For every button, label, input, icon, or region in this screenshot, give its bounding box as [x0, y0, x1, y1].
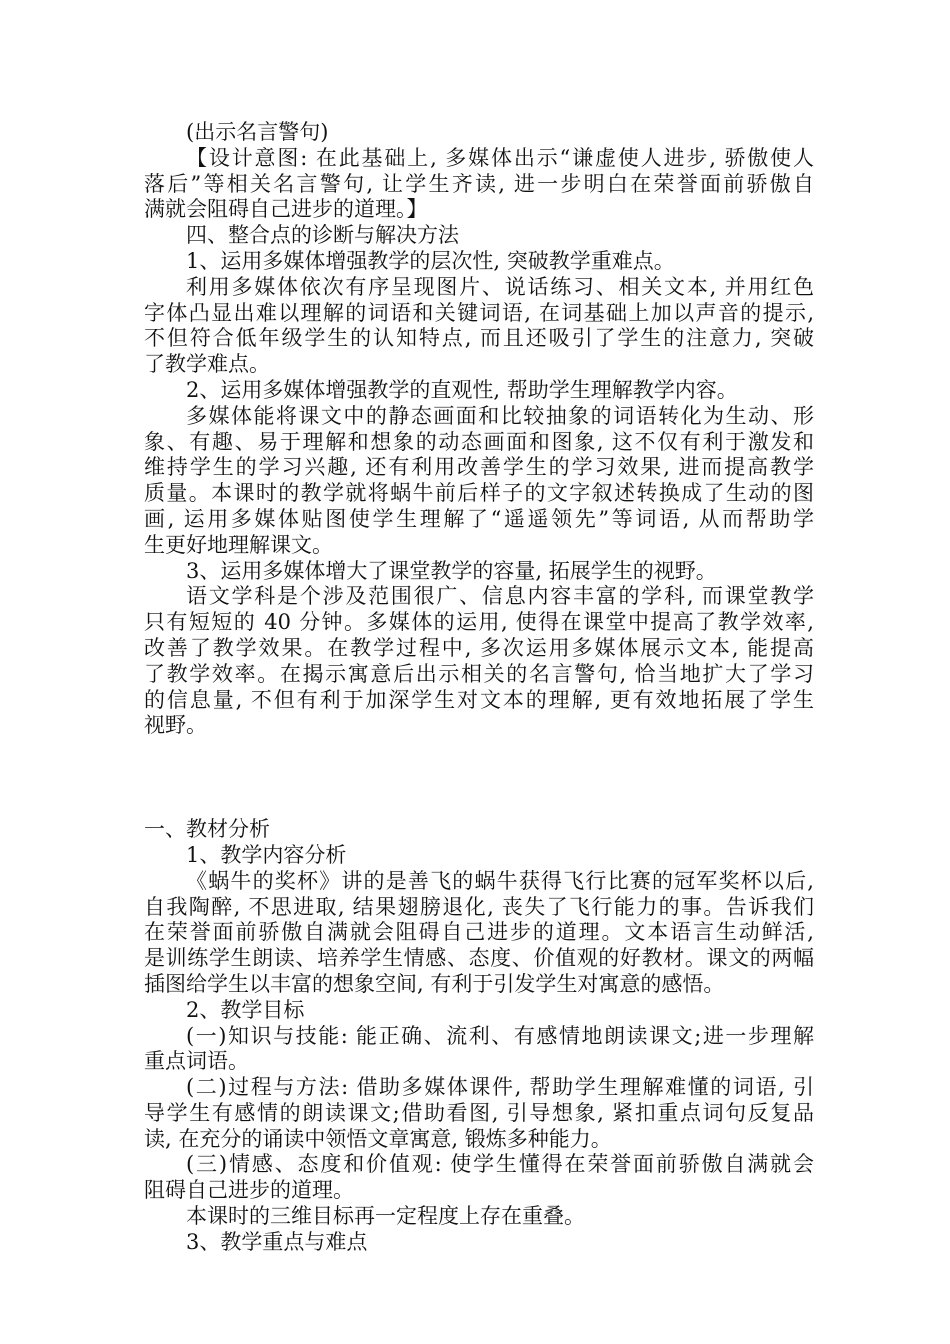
text-line: 本课时的三维目标再一定程度上存在重叠。: [186, 1204, 585, 1229]
text-line: 3、教学重点与难点: [186, 1229, 368, 1254]
text-line: 《蜗牛的奖杯》讲的是善飞的蜗牛获得飞行比赛的冠军奖杯以后,: [186, 868, 814, 893]
text-line: 2、运用多媒体增强教学的直观性, 帮助学生理解教学内容。: [186, 377, 738, 402]
text-line: 在荣誉面前骄傲自满就会阻碍自己进步的道理。文本语言生动鲜活,: [144, 920, 814, 945]
text-line: 阻碍自己进步的道理。: [144, 1178, 354, 1203]
text-line: 利用多媒体依次有序呈现图片、说话练习、相关文本, 并用红色: [186, 274, 814, 299]
text-line: 满就会阻碍自己进步的道理。】: [144, 197, 428, 222]
text-line: 不但符合低年级学生的认知特点, 而且还吸引了学生的注意力, 突破: [144, 326, 814, 351]
document-page: [144, 120, 814, 1256]
text-line: 2、教学目标: [186, 997, 305, 1022]
text-line: 维持学生的学习兴趣, 还有利用改善学生的学习效果, 进而提高教学: [144, 455, 814, 480]
text-line: (二)过程与方法: 借助多媒体课件, 帮助学生理解难懂的词语, 引: [186, 1075, 814, 1100]
section-gap: [144, 739, 814, 817]
text-line: 插图给学生以丰富的想象空间, 有利于引发学生对寓意的感悟。: [144, 971, 725, 996]
text-line: 导学生有感情的朗读课文;借助看图, 引导想象, 紧扣重点词句反复品: [144, 1100, 814, 1125]
text-line: 视野。: [144, 713, 207, 738]
text-line: 四、整合点的诊断与解决方法: [186, 223, 459, 248]
text-line: 生更好地理解课文。: [144, 532, 333, 557]
document-section-textbook-analysis: [144, 817, 814, 1256]
text-line: 了教学难点。: [144, 352, 270, 377]
text-line: 落后”等相关名言警句, 让学生齐读, 进一步明白在荣誉面前骄傲自: [144, 171, 814, 196]
text-line: 读, 在充分的诵读中领悟文章寓意, 锻炼多种能力。: [144, 1126, 612, 1151]
text-line: 3、运用多媒体增大了课堂教学的容量, 拓展学生的视野。: [186, 558, 717, 583]
text-line: 的信息量, 不但有利于加深学生对文本的理解, 更有效地拓展了学生: [144, 687, 814, 712]
text-line: (一)知识与技能: 能正确、流利、有感情地朗读课文;进一步理解: [186, 1023, 814, 1048]
text-line: 只有短短的 40 分钟。多媒体的运用, 使得在课堂中提高了教学效率,: [144, 610, 814, 635]
text-line: 一、教材分析: [144, 817, 270, 842]
text-line: 改善了教学效果。在教学过程中, 多次运用多媒体展示文本, 能提高: [144, 635, 814, 660]
text-line: 了教学效率。在揭示寓意后出示相关的名言警句, 恰当地扩大了学习: [144, 661, 814, 686]
text-line: 字体凸显出难以理解的词语和关键词语, 在词基础上加以声音的提示,: [144, 300, 814, 325]
text-line: 多媒体能将课文中的静态画面和比较抽象的词语转化为生动、形: [186, 403, 814, 428]
text-line: 画, 运用多媒体贴图使学生理解了“遥遥领先”等词语, 从而帮助学: [144, 506, 814, 531]
text-line: 1、教学内容分析: [186, 842, 347, 867]
text-line: 【设计意图: 在此基础上, 多媒体出示“谦虚使人进步, 骄傲使人: [186, 145, 814, 170]
text-line: (出示名言警句): [186, 120, 329, 144]
text-line: (三)情感、态度和价值观: 使学生懂得在荣誉面前骄傲自满就会: [186, 1152, 814, 1177]
text-line: 质量。本课时的教学就将蜗牛前后样子的文字叙述转换成了生动的图: [144, 481, 814, 506]
text-line: 1、运用多媒体增强教学的层次性, 突破教学重难点。: [186, 248, 675, 273]
text-line: 象、有趣、易于理解和想象的动态画面和图象, 这不仅有利于激发和: [144, 429, 814, 454]
text-line: 自我陶醉, 不思进取, 结果翅膀退化, 丧失了飞行能力的事。告诉我们: [144, 894, 814, 919]
text-line: 是训练学生朗读、培养学生情感、态度、价值观的好教材。课文的两幅: [144, 946, 814, 971]
text-line: 语文学科是个涉及范围很广、信息内容丰富的学科, 而课堂教学: [186, 584, 814, 609]
text-line: 重点词语。: [144, 1049, 249, 1074]
document-section-multimedia: [144, 120, 814, 739]
